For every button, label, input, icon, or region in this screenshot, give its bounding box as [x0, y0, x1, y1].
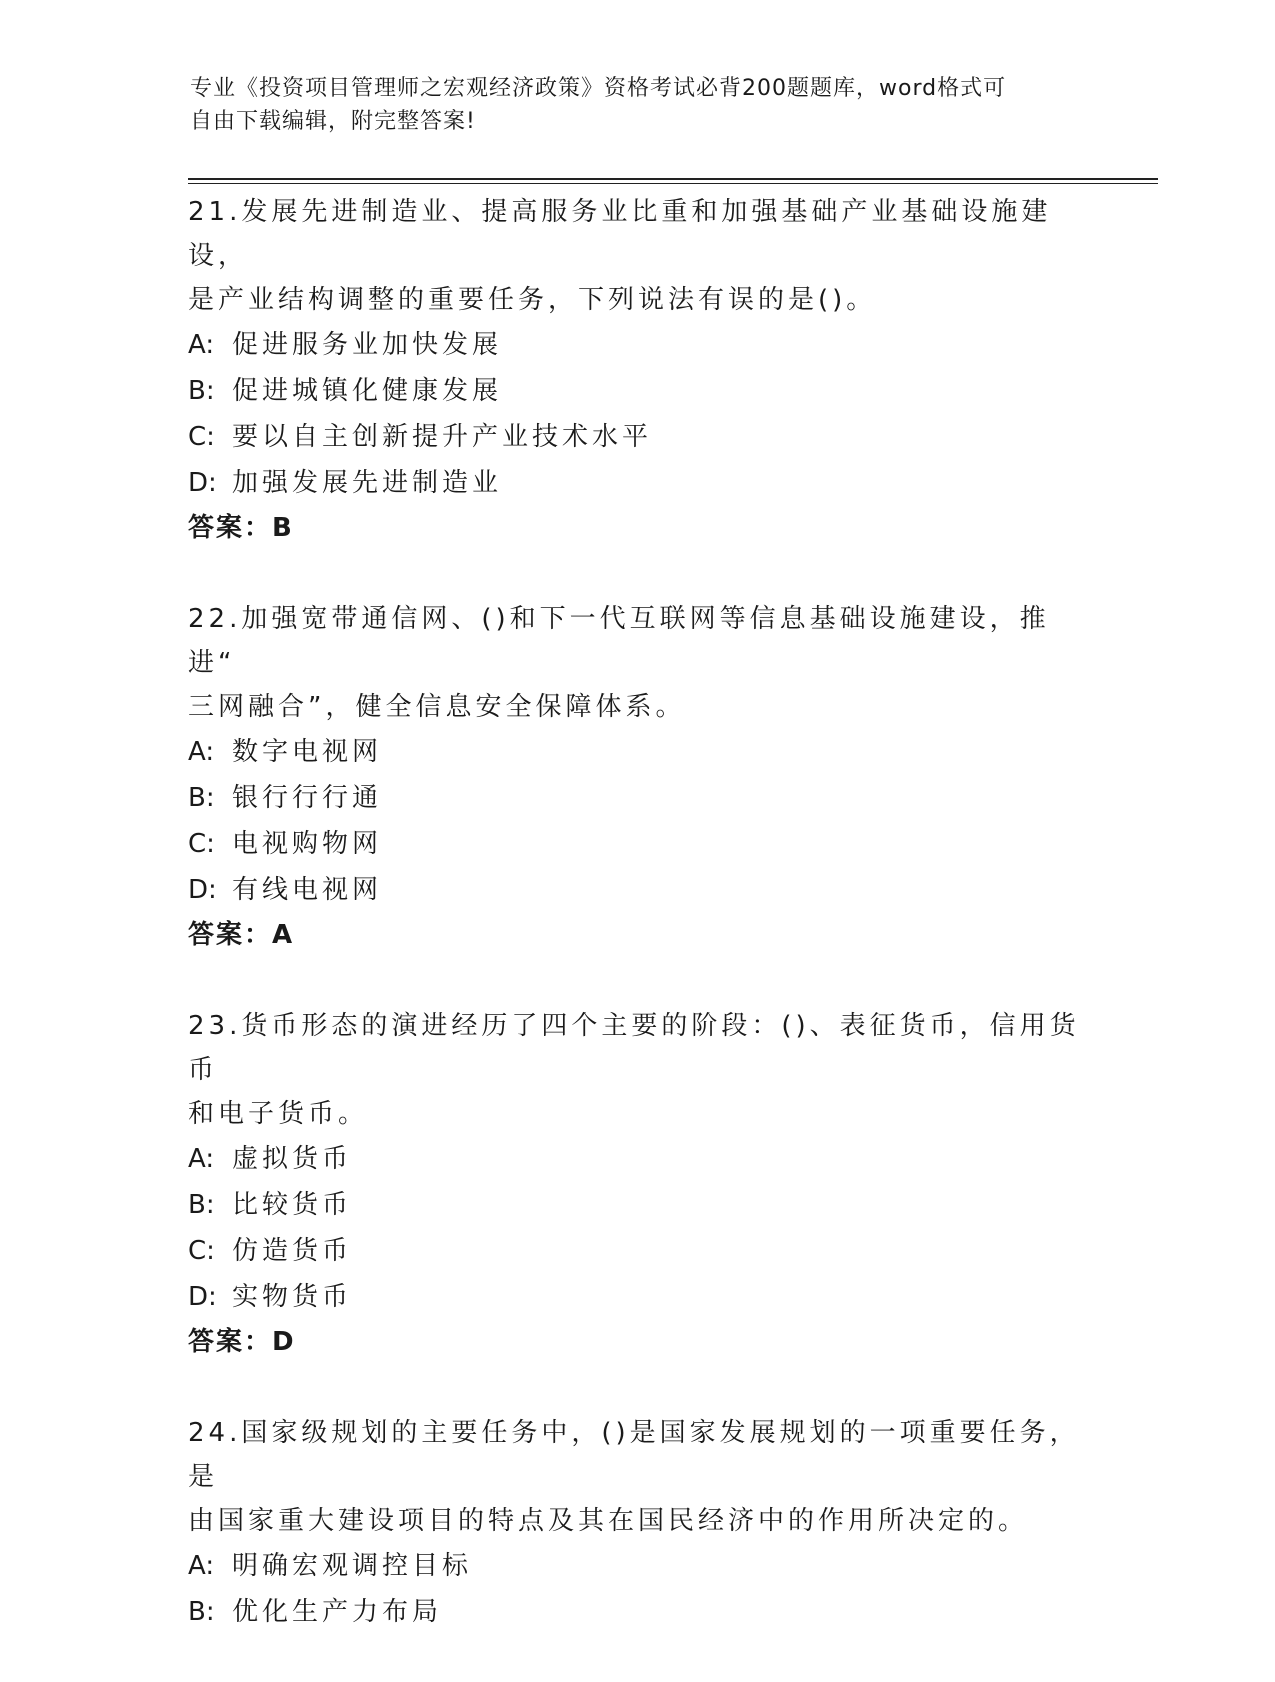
option-letter: B:	[188, 1190, 215, 1220]
option-letter: A:	[188, 1144, 215, 1174]
option-text: 促进服务业加快发展	[232, 330, 503, 360]
option-a	[188, 1543, 1088, 1589]
option-letter: A:	[188, 1551, 215, 1581]
stem-line: 21.发展先进制造业、提高服务业比重和加强基础产业基础设施建设，	[188, 197, 1052, 271]
option-text: 优化生产力布局	[232, 1597, 443, 1627]
option-letter: C:	[188, 829, 215, 859]
option-d	[188, 1274, 1088, 1320]
option-text: 仿造货币	[232, 1236, 353, 1266]
question-list	[188, 190, 1088, 1682]
header-line-1: 专业《投资项目管理师之宏观经济政策》资格考试必背200题题库，word格式可	[190, 76, 1007, 101]
option-letter: C:	[188, 422, 215, 452]
option-a	[188, 1136, 1088, 1182]
stem-line: 和电子货币。	[188, 1099, 369, 1129]
option-letter: A:	[188, 330, 215, 360]
option-text: 实物货币	[232, 1282, 353, 1312]
question-21	[188, 190, 1088, 550]
document-header	[190, 72, 1090, 138]
question-stem	[188, 1004, 1088, 1136]
option-c	[188, 821, 1088, 867]
question-23	[188, 1004, 1088, 1364]
option-text: 电视购物网	[232, 829, 383, 859]
option-c	[188, 1228, 1088, 1274]
option-text: 明确宏观调控目标	[232, 1551, 473, 1581]
option-c	[188, 414, 1088, 460]
answer-line: 答案：A	[188, 920, 295, 950]
option-text: 比较货币	[232, 1190, 353, 1220]
stem-line: 23.货币形态的演进经历了四个主要的阶段：()、表征货币，信用货币	[188, 1011, 1080, 1085]
option-d	[188, 867, 1088, 913]
option-a	[188, 322, 1088, 368]
question-stem	[188, 190, 1088, 322]
option-letter: B:	[188, 376, 215, 406]
question-stem	[188, 1411, 1088, 1543]
option-text: 虚拟货币	[232, 1144, 353, 1174]
stem-line: 24.国家级规划的主要任务中，()是国家发展规划的一项重要任务，是	[188, 1418, 1080, 1492]
option-text: 加强发展先进制造业	[232, 468, 503, 498]
option-b	[188, 368, 1088, 414]
option-letter: D:	[188, 468, 217, 498]
option-b	[188, 1182, 1088, 1228]
option-text: 要以自主创新提升产业技术水平	[232, 422, 653, 452]
header-divider-thin	[188, 183, 1158, 184]
option-text: 促进城镇化健康发展	[232, 376, 503, 406]
option-letter: D:	[188, 1282, 217, 1312]
option-letter: A:	[188, 737, 215, 767]
option-d	[188, 460, 1088, 506]
option-b	[188, 775, 1088, 821]
stem-line: 三网融合”，健全信息安全保障体系。	[188, 692, 686, 722]
header-divider-thick	[188, 178, 1158, 180]
option-text: 数字电视网	[232, 737, 383, 767]
option-text: 有线电视网	[232, 875, 383, 905]
option-letter: C:	[188, 1236, 215, 1266]
question-stem	[188, 597, 1088, 729]
question-24	[188, 1411, 1088, 1635]
option-a	[188, 729, 1088, 775]
option-letter: B:	[188, 1597, 215, 1627]
answer-line: 答案：D	[188, 1327, 296, 1357]
question-22	[188, 597, 1088, 957]
option-text: 银行行行通	[232, 783, 383, 813]
stem-line: 由国家重大建设项目的特点及其在国民经济中的作用所决定的。	[188, 1506, 1029, 1536]
option-letter: D:	[188, 875, 217, 905]
stem-line: 是产业结构调整的重要任务，下列说法有误的是()。	[188, 285, 877, 315]
option-b	[188, 1589, 1088, 1635]
answer-line: 答案：B	[188, 513, 294, 543]
header-line-2: 自由下载编辑，附完整答案!	[190, 109, 476, 134]
option-letter: B:	[188, 783, 215, 813]
stem-line: 22.加强宽带通信网、()和下一代互联网等信息基础设施建设，推进“	[188, 604, 1050, 678]
